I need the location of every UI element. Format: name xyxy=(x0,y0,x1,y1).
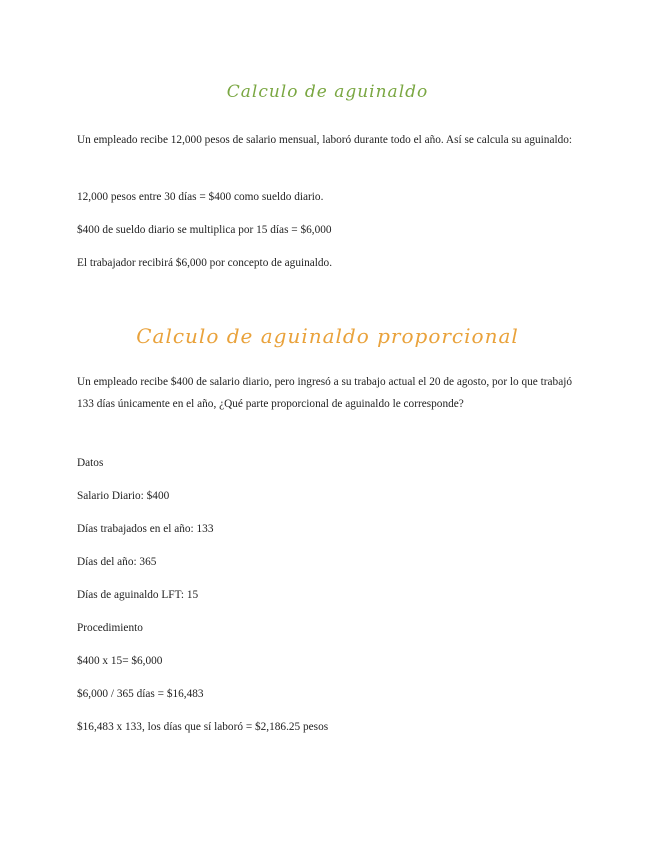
datos-item: Días trabajados en el año: 133 xyxy=(77,523,214,535)
paragraph-step-1: 12,000 pesos entre 30 días = $400 como sueldo diario. xyxy=(77,191,324,203)
datos-item: Días de aguinaldo LFT: 15 xyxy=(77,589,199,601)
procedimiento-step: $400 x 15= $6,000 xyxy=(77,655,163,667)
datos-item: Días del año: 365 xyxy=(77,556,157,568)
paragraph-result: El trabajador recibirá $6,000 por concepto de aguinaldo. xyxy=(77,257,333,269)
paragraph-step-2: $400 de sueldo diario se multiplica por 15 días = $6,000 xyxy=(77,224,332,236)
datos-label: Datos xyxy=(77,457,104,469)
paragraph-proporcional-intro: Un empleado recibe $400 de salario diario, pero ingresó a su trabajo actual el 20 de agosto, por lo que trabajó 133 días únicamente en el año, ¿Qué parte proporcional de aguinaldo le corresponde? xyxy=(77,376,573,410)
paragraph-intro: Un empleado recibe 12,000 pesos de salario mensual, laboró durante todo el año. Así se calcula su aguinaldo: xyxy=(77,134,573,146)
section-title-aguinaldo: Calculo de aguinaldo xyxy=(226,82,429,102)
procedimiento-step: $16,483 x 133, los días que sí laboró = $2,186.25 pesos xyxy=(77,721,329,733)
section-title-aguinaldo-proporcional: Calculo de aguinaldo proporcional xyxy=(136,324,519,348)
procedimiento-label: Procedimiento xyxy=(77,622,143,634)
procedimiento-step: $6,000 / 365 días = $16,483 xyxy=(77,688,204,700)
datos-item: Salario Diario: $400 xyxy=(77,490,170,502)
